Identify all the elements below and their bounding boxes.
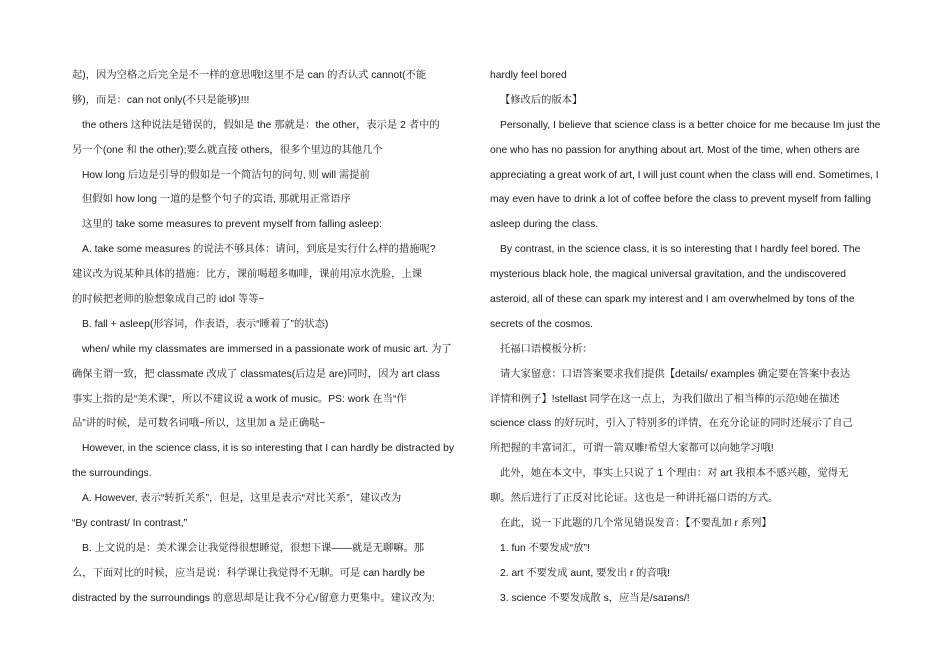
text-line: B. 上文说的是：美术课会让我觉得很想睡觉，很想下课——就是无聊嘛。那 [82, 542, 425, 554]
text-line: 的时候把老师的脸想象成自己的 idol 等等~ [72, 294, 265, 306]
text-line: 确保主谓一致，把 classmate 改成了 classmates(后边是 are)同时，因为 art class [72, 368, 440, 380]
text-line: 么，下面对比的时候，应当是说：科学课让我觉得不无聊。可是 can hardly be [72, 567, 425, 579]
text-line: mysterious black hole, the magical universal gravitation, and the undiscovered [490, 269, 847, 281]
text-line: However, in the science class, it is so interesting that I can hardly be distracted by [82, 443, 455, 455]
text-line: may even have to drink a lot of coffee before the class to prevent myself from falling [490, 194, 871, 206]
text-line: 请大家留意：口语答案要求我们提供【details/ examples 确定要在答案中表达 [500, 368, 851, 380]
right-column [490, 64, 880, 612]
text-line: 但假如 how long 一道的是整个句子的宾语, 那就用正常语序 [82, 194, 351, 206]
text-line: appreciating a great work of art, I will just count when the class will end. Sometimes, I [490, 169, 879, 181]
text-line: asteroid, all of these can spark my interest and I am overwhelmed by tons of the [490, 294, 855, 306]
text-line: 3. science 不要发成散 s，应当是/saɪəns/! [500, 592, 690, 604]
text-line: 【修改后的版本】 [500, 94, 583, 106]
text-line: How long 后边是引导的假如是一个简洁句的问句, 则 will 需提前 [82, 169, 370, 181]
text-line: 起)，因为空格之后完全是不一样的意思哦!这里不是 can 的否认式 cannot(不能 [72, 70, 427, 81]
text-line: A. take some measures 的说法不够具体：请问，到底是实行什么样的措施呢? [82, 244, 436, 256]
text-line: 1. fun 不要发成“放”! [500, 542, 590, 554]
text-line: 在此，说一下此题的几个常见错误发音：【不要乱加 r 系列】 [500, 518, 772, 530]
text-line: 2. art 不要发成 aunt, 要发出 r 的音哦! [500, 567, 670, 579]
text-line: 聊。然后进行了正反对比论证。这也是一种讲托福口语的方式。 [490, 493, 779, 505]
text-line: Personally, I believe that science class is a better choice for me because Im just the [500, 119, 881, 131]
text-line: science class 的好玩时，引入了特别多的详情，在充分论证的同时还展示了自己 [490, 418, 853, 430]
text-line: B. fall + asleep(形容词，作表语，表示“睡着了”的状态) [82, 318, 329, 330]
text-line: one who has no passion for anything about art. Most of the time, when others are [490, 144, 860, 156]
text-line: hardly feel bored [490, 70, 567, 81]
text-line: 详情和例子】!stellast 同学在这一点上，为我们做出了相当棒的示范!她在描述 [490, 393, 840, 405]
text-line: when/ while my classmates are immersed in a passionate work of music art. 为了 [82, 343, 452, 355]
text-line: 所把握的丰富词汇，可谓一箭双雕!希望大家都可以向她学习哦! [490, 443, 774, 455]
text-line: the others 这种说法是错误的，假如是 the 那就是：the other，表示是 2 者中的 [82, 119, 440, 131]
text-line: 托福口语模板分析： [500, 343, 593, 355]
text-line: 此外，她在本文中，事实上只说了 1 个理由：对 art 我根本不感兴趣，觉得无 [500, 468, 849, 480]
text-line: asleep during the class. [490, 219, 599, 231]
text-line: 这里的 take some measures to prevent myself from falling asleep: [82, 219, 382, 231]
text-line: 建议改为说某种具体的措施：比方，课前喝超多咖啡，课前用凉水洗脸，上课 [72, 269, 423, 281]
text-line: the surroundings. [72, 468, 152, 480]
text-line: A. However, 表示“转折关系”，但是，这里是表示“对比关系”，建议改为 [82, 493, 402, 505]
text-line: 事实上指的是“美术课”，所以不建议说 a work of music。PS: work 在当“作 [72, 393, 407, 405]
text-line: 另一个(one 和 the other);要么就直接 others，很多个里边的其他几个 [72, 144, 383, 156]
text-line: 够)，而是：can not only(不只是能够)!!! [72, 94, 250, 106]
text-line: secrets of the cosmos. [490, 318, 594, 330]
left-column [72, 64, 462, 612]
text-line: By contrast, in the science class, it is so interesting that I hardly feel bored. The [500, 244, 861, 256]
text-line: “By contrast/ In contrast,” [72, 518, 188, 530]
text-line: 品”讲的时候，是可数名词哦~所以，这里加 a 是正确哒~ [72, 418, 326, 430]
text-line: distracted by the surroundings 的意思却是让我不分心/留意力更集中。建议改为: [72, 592, 435, 604]
